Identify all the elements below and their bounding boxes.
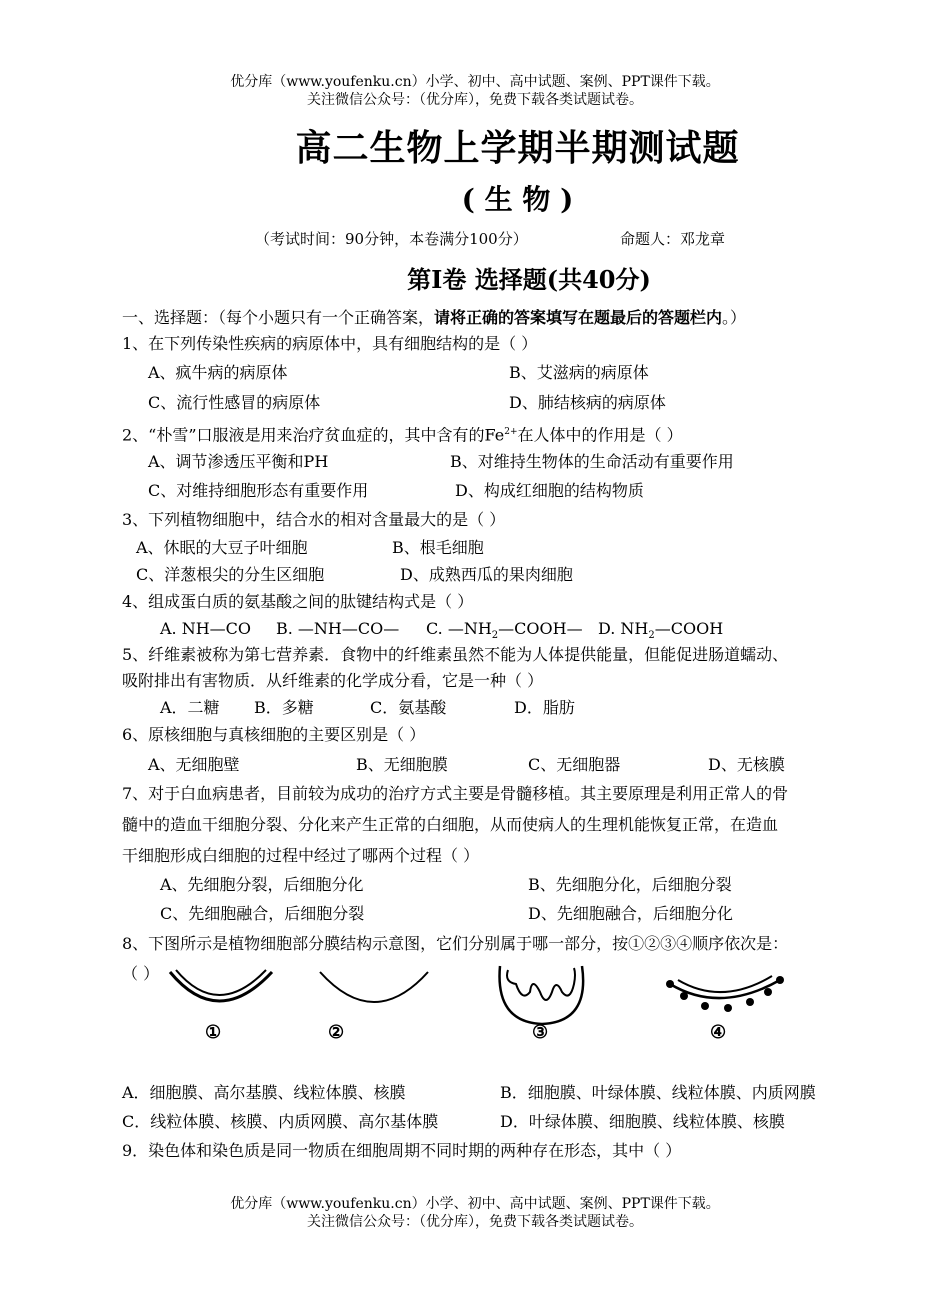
- instructions-suffix: 。）: [722, 308, 747, 327]
- question-2-option-c: C、对维持细胞形态有重要作用: [148, 481, 369, 500]
- exam-info: （考试时间：90分钟，本卷满分100分）: [255, 230, 528, 248]
- question-7-option-a: A、先细胞分裂，后细胞分化: [160, 875, 364, 894]
- question-3-option-c: C、洋葱根尖的分生区细胞: [136, 565, 325, 584]
- question-1-option-d: D、肺结核病的病原体: [509, 393, 666, 412]
- question-5-stem-line-1: 5、纤维素被称为第七营养素．食物中的纤维素虽然不能为人体提供能量，但能促进肠道蠕动、: [122, 645, 789, 664]
- footer-line-2: 关注微信公众号：（优分库），免费下载各类试题试卷。: [307, 1214, 643, 1230]
- membrane-diagram-4: [666, 976, 784, 1012]
- question-3-option-b: B、根毛细胞: [392, 538, 484, 557]
- question-1-option-b: B、艾滋病的病原体: [509, 363, 649, 382]
- question-6-option-d: D、无核膜: [708, 755, 785, 774]
- question-4-option-a: A. NH—CO: [160, 619, 252, 638]
- membrane-diagram-2: [320, 972, 428, 1002]
- footer-line-1: 优分库（www.youfenku.cn）小学、初中、高中试题、案例、PPT课件下载。: [230, 1196, 720, 1212]
- question-4-option-c-post: —COOH—: [498, 619, 583, 638]
- membrane-diagram-1: [170, 970, 272, 1001]
- question-8-option-c: C．线粒体膜、核膜、内质网膜、高尔基体膜: [122, 1112, 439, 1131]
- question-4-option-d-sub: 2: [648, 630, 655, 642]
- question-4-option-d-pre: D. NH: [598, 619, 649, 638]
- question-7-stem-line-3: 干细胞形成白细胞的过程中经过了哪两个过程（ ）: [122, 846, 480, 865]
- question-8-option-b: B．细胞膜、叶绿体膜、线粒体膜、内质网膜: [500, 1083, 816, 1102]
- question-4-option-c: [426, 619, 583, 646]
- question-4-option-d-post: —COOH: [654, 619, 724, 638]
- question-1-option-a: A、疯牛病的病原体: [148, 363, 288, 382]
- question-5-stem-line-2: 吸附排出有害物质．从纤维素的化学成分看，它是一种（ ）: [122, 671, 544, 690]
- question-2-stem-sup: 2+: [504, 427, 518, 437]
- question-2-stem: [122, 422, 683, 445]
- question-6-stem: 6、原核细胞与真核细胞的主要区别是（ ）: [122, 725, 426, 744]
- author: 命题人：邓龙章: [620, 230, 726, 248]
- membrane-figure: [160, 962, 800, 1052]
- question-5-option-a: A．二糖: [160, 698, 220, 717]
- question-6-option-c: C、无细胞器: [528, 755, 621, 774]
- section-title: 第Ⅰ卷 选择题(共40分): [407, 265, 651, 294]
- figure-label-3: ③: [532, 1022, 549, 1043]
- membrane-diagram-3: [500, 966, 584, 1024]
- question-8-stem: 8、下图所示是植物细胞部分膜结构示意图，它们分别属于哪一部分，按①②③④顺序依次是：: [122, 934, 789, 953]
- figure-label-1: ①: [205, 1022, 222, 1043]
- header-line-2: 关注微信公众号：（优分库），免费下载各类试题试卷。: [307, 92, 643, 108]
- question-4-option-b: B. —NH—CO—: [276, 619, 400, 638]
- question-5-option-c: C．氨基酸: [370, 698, 447, 717]
- question-1-option-c: C、流行性感冒的病原体: [148, 393, 321, 412]
- question-3-stem: 3、下列植物细胞中，结合水的相对含量最大的是（ ）: [122, 510, 506, 529]
- question-9-stem: 9．染色体和染色质是同一物质在细胞周期不同时期的两种存在形态，其中（ ）: [122, 1141, 682, 1160]
- question-2-option-b: B、对维持生物体的生命活动有重要作用: [450, 452, 734, 471]
- header-line-1: 优分库（www.youfenku.cn）小学、初中、高中试题、案例、PPT课件下载。: [230, 74, 720, 90]
- question-2-option-a: A、调节渗透压平衡和PH: [148, 452, 329, 471]
- question-4-stem: 4、组成蛋白质的氨基酸之间的肽键结构式是（ ）: [122, 592, 474, 611]
- figure-label-4: ④: [710, 1022, 727, 1043]
- question-7-stem-line-1: 7、对于白血病患者，目前较为成功的治疗方式主要是骨髓移植。其主要原理是利用正常人的骨: [122, 784, 789, 803]
- question-2-stem-post: 在人体中的作用是（ ）: [517, 425, 683, 445]
- question-8-option-d: D．叶绿体膜、细胞膜、线粒体膜、核膜: [500, 1112, 785, 1131]
- question-7-stem-line-2: 髓中的造血干细胞分裂、分化来产生正常的白细胞，从而使病人的生理机能恢复正常，在造血: [122, 815, 779, 834]
- instructions-bold: 请将正确的答案填写在题最后的答题栏内: [434, 308, 723, 327]
- instructions: [122, 308, 746, 328]
- question-8-paren: （ ）: [122, 964, 160, 983]
- instructions-prefix: 一、选择题：（每个小题只有一个正确答案，: [122, 308, 435, 327]
- question-7-option-b: B、先细胞分化，后细胞分裂: [528, 875, 732, 894]
- question-2-option-d: D、构成红细胞的结构物质: [455, 481, 644, 500]
- page-title: 高二生物上学期半期测试题: [295, 127, 740, 169]
- figure-label-2: ②: [328, 1022, 345, 1043]
- question-5-option-b: B．多糖: [254, 698, 314, 717]
- question-5-option-d: D．脂肪: [514, 698, 575, 717]
- question-7-option-c: C、先细胞融合，后细胞分裂: [160, 904, 365, 923]
- question-3-option-a: A、休眠的大豆子叶细胞: [136, 538, 308, 557]
- question-7-option-d: D、先细胞融合，后细胞分化: [528, 904, 733, 923]
- question-3-option-d: D、成熟西瓜的果肉细胞: [400, 565, 573, 584]
- question-6-option-a: A、无细胞壁: [148, 755, 240, 774]
- question-8-option-a: A．细胞膜、高尔基膜、线粒体膜、核膜: [122, 1083, 406, 1102]
- question-2-stem-pre: 2、“朴雪”口服液是用来治疗贫血症的，其中含有的Fe: [122, 425, 505, 445]
- question-4-option-d: [598, 619, 723, 646]
- question-4-option-c-pre: C. —NH: [426, 619, 492, 638]
- question-4-option-c-sub: 2: [491, 630, 499, 642]
- question-6-option-b: B、无细胞膜: [356, 755, 448, 774]
- page-subtitle: ( 生 物 ): [461, 183, 574, 216]
- question-1-stem: 1、在下列传染性疾病的病原体中，具有细胞结构的是（ ）: [122, 334, 538, 353]
